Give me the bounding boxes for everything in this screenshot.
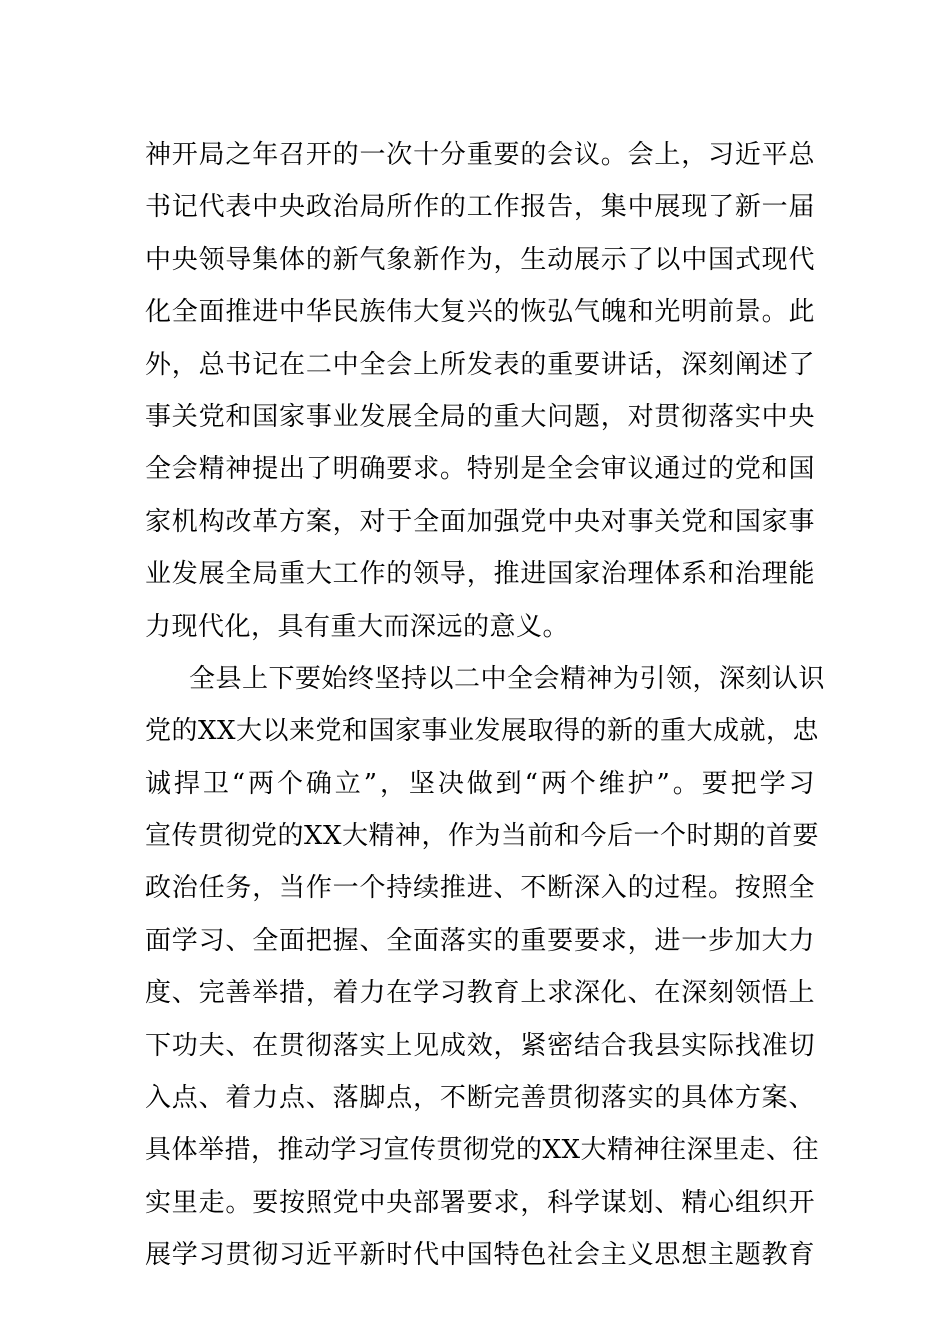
- text-line: 政治任务，当作一个持续推进、不断深入的过程。按照全: [145, 873, 815, 904]
- text-line: 展学习贯彻习近平新时代中国特色社会主义思想主题教育: [145, 1240, 815, 1271]
- text-line: 度、完善举措，着力在学习教育上求深化、在深刻领悟上: [145, 978, 815, 1009]
- text-line: 宣传贯彻党的XX大精神，作为当前和今后一个时期的首要: [145, 821, 820, 852]
- text-line: 力现代化，具有重大而深远的意义。: [145, 611, 570, 642]
- text-line: 全会精神提出了明确要求。特别是全会审议通过的党和国: [145, 454, 815, 485]
- text-line: 家机构改革方案，对于全面加强党中央对事关党和国家事: [145, 506, 815, 537]
- text-line: 下功夫、在贯彻落实上见成效，紧密结合我县实际找准切: [145, 1030, 815, 1061]
- paragraph-2: [145, 653, 826, 1282]
- text-line: 入点、着力点、落脚点，不断完善贯彻落实的具体方案、: [145, 1083, 815, 1114]
- text-line: 具体举措，推动学习宣传贯彻党的XX大精神往深里走、往: [145, 1135, 820, 1166]
- body-text: [145, 129, 826, 1282]
- paragraph-1: [145, 129, 815, 653]
- text-line: 实里走。要按照党中央部署要求，科学谋划、精心组织开: [145, 1187, 815, 1218]
- text-line: 党的XX大以来党和国家事业发展取得的新的重大成就，忠: [145, 716, 820, 747]
- text-line: 书记代表中央政治局所作的工作报告，集中展现了新一届: [145, 192, 815, 223]
- text-line: 事关党和国家事业发展全局的重大问题，对贯彻落实中央: [145, 401, 815, 432]
- text-line: 化全面推进中华民族伟大复兴的恢弘气魄和光明前景。此: [145, 297, 815, 328]
- text-line: 中央领导集体的新气象新作为，生动展示了以中国式现代: [145, 244, 815, 275]
- text-line: 业发展全局重大工作的领导，推进国家治理体系和治理能: [145, 559, 815, 590]
- text-line: 诚捍卫“两个确立”，坚决做到“两个维护”。要把学习: [145, 768, 815, 799]
- text-line: 外，总书记在二中全会上所发表的重要讲话，深刻阐述了: [145, 349, 815, 380]
- text-line: 全县上下要始终坚持以二中全会精神为引领，深刻认识: [189, 663, 826, 694]
- text-line: 面学习、全面把握、全面落实的重要要求，进一步加大力: [145, 925, 815, 956]
- text-line: 神开局之年召开的一次十分重要的会议。会上，习近平总: [145, 140, 815, 170]
